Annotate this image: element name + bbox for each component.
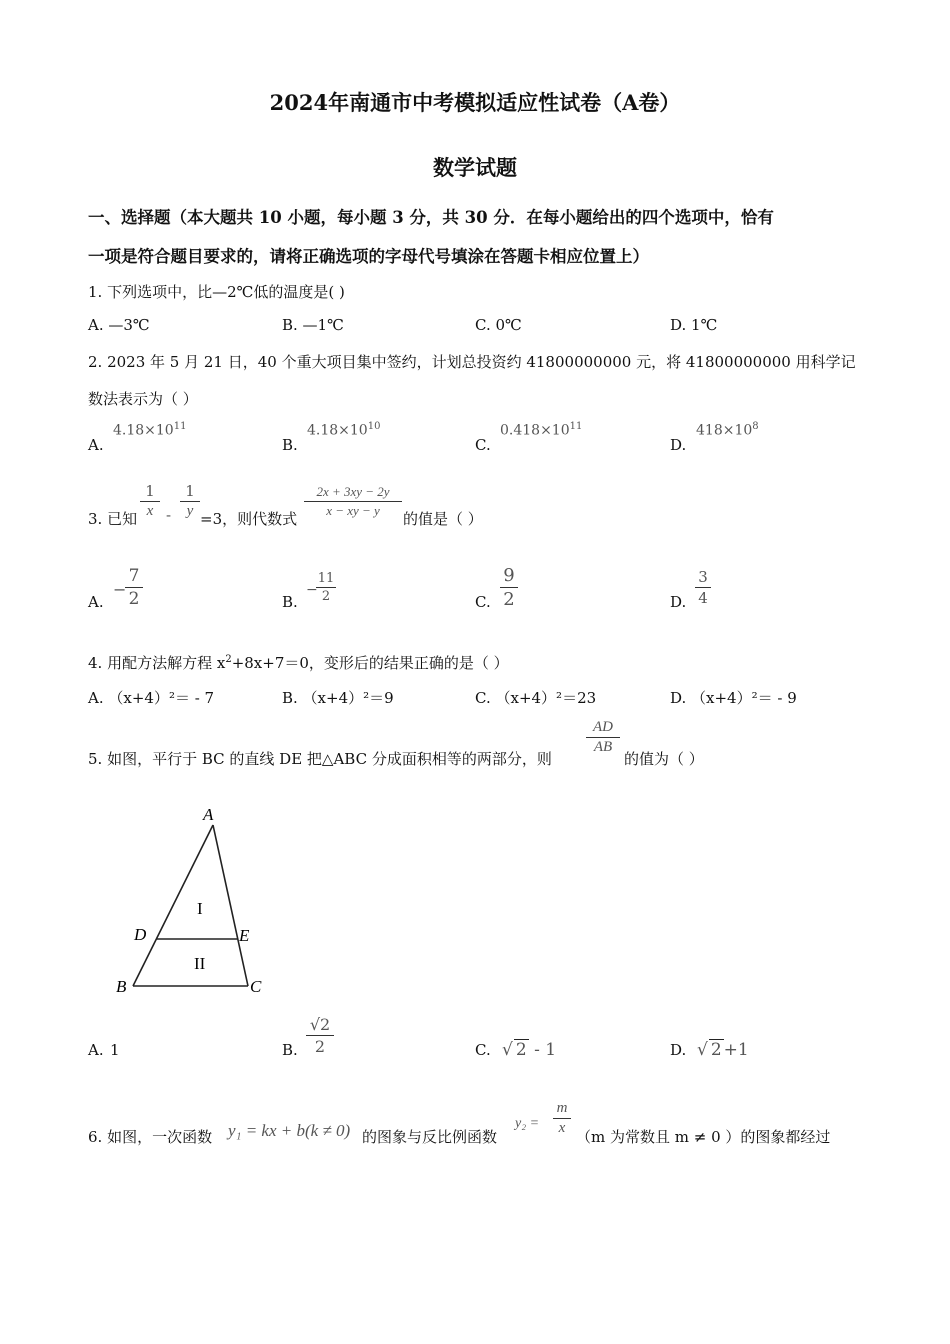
q3-option-d-den: 4 bbox=[698, 589, 708, 607]
q4-stem-b: +8x+7＝0，变形后的结果正确的是（ ） bbox=[231, 654, 509, 672]
q3-middle: =3，则代数式 bbox=[200, 510, 298, 528]
q4-option-d[interactable]: D. （x+4）²＝ - 9 bbox=[670, 689, 797, 707]
q4-stem bbox=[88, 652, 509, 673]
q3-option-a-frac[interactable] bbox=[125, 566, 143, 609]
q2-option-a-mantissa: 4.18×10 bbox=[113, 422, 174, 439]
q5-option-d-label[interactable]: D. bbox=[670, 1041, 687, 1059]
q3-option-d-label[interactable]: D. bbox=[670, 593, 687, 611]
q4-option-a[interactable]: A. （x+4）²＝ - 7 bbox=[88, 689, 215, 707]
vertex-e-label: E bbox=[239, 926, 250, 945]
q3-frac3 bbox=[304, 484, 402, 519]
q3-option-d-bar bbox=[695, 587, 711, 588]
vertex-a-label: A bbox=[203, 805, 214, 824]
q2-option-c-exp: 11 bbox=[569, 421, 583, 432]
q5-option-a-label[interactable]: A. bbox=[88, 1041, 104, 1059]
q3-prefix: 3. 已知 bbox=[88, 510, 138, 528]
q3-frac1-den: x bbox=[146, 503, 154, 519]
q4-stem-a: 4. 用配方法解方程 x bbox=[88, 654, 226, 672]
vertex-b-label: B bbox=[116, 977, 127, 996]
q5-option-c-radicand: 2 bbox=[515, 1040, 527, 1060]
q3-option-a-den: 2 bbox=[128, 589, 140, 609]
q3-option-c-bar bbox=[500, 587, 518, 588]
q6-inverse-frac bbox=[553, 1100, 571, 1137]
q3-option-c-label[interactable]: C. bbox=[475, 593, 491, 611]
q6-inverse-num: m bbox=[556, 1100, 568, 1116]
q1-option-d[interactable]: D. 1℃ bbox=[670, 316, 718, 334]
q5-option-a-value[interactable]: 1 bbox=[110, 1041, 120, 1059]
q3-frac2-num: 1 bbox=[185, 482, 195, 500]
q2-option-d-value[interactable] bbox=[696, 421, 759, 439]
q2-option-b-exp: 10 bbox=[367, 421, 381, 432]
q6-stem-b: 的图象与反比例函数 bbox=[362, 1128, 498, 1146]
q5-stem-b: 的值为（ ） bbox=[624, 750, 704, 768]
q3-option-c-den: 2 bbox=[503, 589, 515, 610]
q3-option-a-label[interactable]: A. bbox=[88, 593, 104, 611]
q4-option-c[interactable]: C. （x+4）²＝23 bbox=[475, 689, 597, 707]
q5-triangle-figure bbox=[105, 800, 280, 1000]
q3-option-a-bar bbox=[125, 587, 143, 588]
q3-option-d-num: 3 bbox=[698, 568, 708, 586]
q2-option-a-label[interactable]: A. bbox=[88, 436, 104, 454]
q2-option-d-exp: 8 bbox=[752, 421, 759, 432]
q3-frac3-num: 2x + 3xy − 2y bbox=[316, 484, 390, 499]
q2-option-b-label[interactable]: B. bbox=[282, 436, 298, 454]
q5-frac bbox=[586, 719, 620, 756]
q1-option-a[interactable]: A. —3℃ bbox=[88, 316, 150, 334]
region-2-label: II bbox=[194, 954, 206, 973]
q3-frac1 bbox=[140, 482, 160, 520]
q6-inverse-den: x bbox=[558, 1120, 566, 1136]
q5-frac-bar bbox=[586, 737, 620, 738]
q5-option-d-value[interactable]: √ 2 +1 bbox=[697, 1040, 749, 1060]
line-ac bbox=[213, 825, 248, 986]
exam-subtitle: 数学试题 bbox=[433, 155, 517, 180]
q3-option-c-num: 9 bbox=[503, 565, 515, 586]
q3-option-b-label[interactable]: B. bbox=[282, 593, 298, 611]
q1-stem: 1. 下列选项中，比—2℃低的温度是( ) bbox=[88, 283, 345, 301]
q2-option-b-mantissa: 4.18×10 bbox=[307, 422, 368, 439]
q3-frac2-den: y bbox=[186, 503, 194, 519]
q3-option-b-num: 11 bbox=[317, 571, 335, 586]
q3-suffix: 的值是（ ） bbox=[403, 510, 483, 528]
q3-option-b-den: 2 bbox=[321, 589, 331, 604]
q2-option-c-mantissa: 0.418×10 bbox=[500, 422, 570, 439]
q2-stem-line2: 数法表示为（ ） bbox=[88, 390, 198, 408]
q5-option-c-tail: - 1 bbox=[528, 1040, 557, 1060]
section-heading-line2: 一项是符合题目要求的，请将正确选项的字母代号填涂在答题卡相应位置上） bbox=[88, 247, 649, 266]
q3-frac1-bar bbox=[140, 501, 160, 502]
q3-option-b-frac[interactable] bbox=[316, 571, 336, 604]
q3-frac1-num: 1 bbox=[145, 482, 155, 500]
q3-frac3-bar bbox=[304, 501, 402, 502]
q3-minus: - bbox=[166, 506, 172, 524]
q5-option-b-label[interactable]: B. bbox=[282, 1041, 298, 1059]
q6-stem-a: 6. 如图，一次函数 bbox=[88, 1128, 213, 1146]
q3-option-b-sign: − bbox=[306, 582, 318, 598]
region-1-label: I bbox=[197, 899, 203, 918]
q2-option-d-mantissa: 418×10 bbox=[696, 422, 753, 439]
q5-frac-den: AB bbox=[593, 739, 613, 755]
section-heading-line1: 一、选择题（本大题共 10 小题，每小题 3 分，共 30 分．在每小题给出的四个选项中，恰有 bbox=[88, 208, 774, 227]
vertex-c-label: C bbox=[250, 977, 262, 996]
q5-frac-num: AD bbox=[593, 719, 613, 735]
q2-option-a-exp: 11 bbox=[173, 421, 187, 432]
q3-option-a-sign: − bbox=[113, 580, 127, 599]
q3-option-b-bar bbox=[316, 587, 336, 588]
q3-option-d-frac[interactable] bbox=[695, 568, 711, 607]
q5-option-c-label[interactable]: C. bbox=[475, 1041, 491, 1059]
q3-frac3-den: x − xy − y bbox=[326, 503, 380, 518]
q2-option-c-label[interactable]: C. bbox=[475, 436, 491, 454]
q5-stem-a: 5. 如图，平行于 BC 的直线 DE 把△ABC 分成面积相等的两部分，则 bbox=[88, 750, 552, 768]
q5-option-c-value[interactable]: √ 2 - 1 bbox=[502, 1040, 557, 1060]
q5-option-b-bar bbox=[306, 1035, 334, 1036]
q2-option-d-label[interactable]: D. bbox=[670, 436, 687, 454]
q5-option-d-tail: +1 bbox=[723, 1040, 749, 1060]
q6-inverse-bar bbox=[553, 1118, 571, 1119]
q2-option-b-value[interactable] bbox=[307, 421, 380, 439]
exam-title: 2024年南通市中考模拟适应性试卷（A卷） bbox=[269, 90, 681, 115]
q4-option-b[interactable]: B. （x+4）²＝9 bbox=[282, 689, 394, 707]
q5-option-b-frac[interactable] bbox=[306, 1015, 334, 1056]
q2-option-c-value[interactable] bbox=[500, 421, 582, 439]
q6-linear-function: y₁ = kx + b(k ≠ 0) bbox=[228, 1121, 351, 1140]
q3-option-c-frac[interactable] bbox=[500, 565, 518, 610]
q2-option-a-value[interactable] bbox=[113, 421, 186, 439]
q4-stem-sup: 2 bbox=[225, 654, 232, 665]
q5-option-b-den: 2 bbox=[314, 1037, 326, 1056]
q1-option-c[interactable]: C. 0℃ bbox=[475, 316, 522, 334]
q3-frac2-bar bbox=[180, 501, 200, 502]
q2-stem-line1: 2. 2023 年 5 月 21 日，40 个重大项目集中签约，计划总投资约 41800000000 元，将 41800000000 用科学记 bbox=[88, 353, 856, 371]
q5-option-d-radicand: 2 bbox=[710, 1040, 722, 1060]
q6-inverse-lhs: y₂ = bbox=[515, 1116, 540, 1131]
q1-option-b[interactable]: B. —1℃ bbox=[282, 316, 344, 334]
q6-stem-c: （m 为常数且 m ≠ 0 ）的图象都经过 bbox=[576, 1128, 831, 1146]
q3-frac2 bbox=[180, 482, 200, 520]
q3-option-a-num: 7 bbox=[128, 566, 140, 586]
vertex-d-label: D bbox=[134, 925, 147, 944]
q5-option-b-num: √2 bbox=[309, 1015, 331, 1034]
